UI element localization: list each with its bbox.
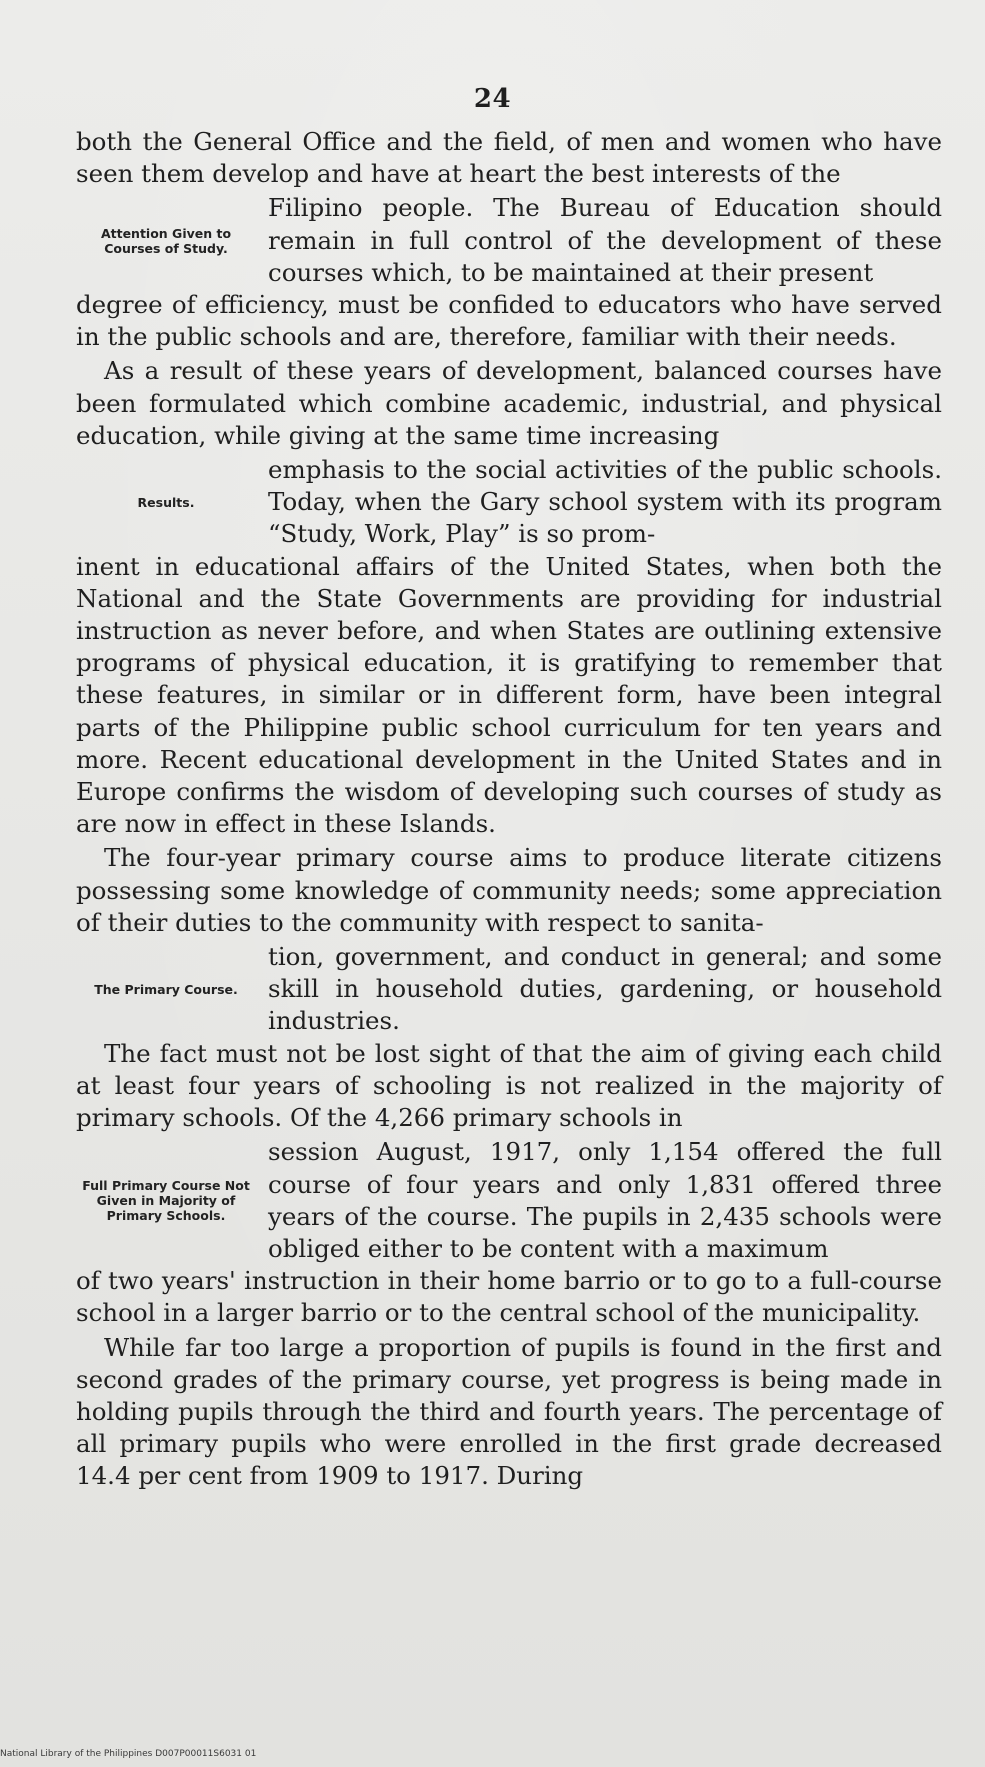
paragraph: The four-year primary course aims to produce literate citizens possessing some knowledge of community needs; some appreciation of their duties to the community with respect to sanita- (76, 843, 942, 937)
sidenote-row (76, 192, 942, 289)
paragraph-segment: Filipino people. The Bureau of Education should remain in full control of the development of these courses which, to be maintained at their present (268, 193, 942, 287)
paragraph: both the General Office and the field, of men and women who have seen them develop and have at heart the best interests of the (76, 127, 942, 189)
sidenote-row (76, 454, 942, 551)
paragraph-segment: degree of efficiency, must be confided to educators who have served in the public schools and are, therefore, familiar with their needs. (76, 290, 942, 352)
body-text (76, 126, 942, 1495)
paragraph: While far too large a proportion of pupils is found in the first and second grades of the primary course, yet progress is being made in holding pupils through the third and fourth years. The percentage of all primary pupils who were enrolled in the first grade decreased 14.4 per cent from 1909 to 1917. During (76, 1332, 942, 1491)
margin-note: Results. (137, 494, 195, 510)
scan-footer: National Library of the Philippines D007P00011S6031 01 (0, 1749, 257, 1759)
paragraph-segment: session August, 1917, only 1,154 offered the full course of four years and only 1,831 offered three years of the course. The pupils in 2,435 schools were obliged either to be content with a maximum (268, 1137, 942, 1263)
paragraph-segment: inent in educational affairs of the United States, when both the National and the State Governments are providing for industrial instruction as never before, and when States are outlining extensive programs of physical education, it is gratifying to remember that these features, in similar or in different form, have been integral parts of the Philippine public school curriculum for ten years and more. Recent educational development in the United States and in Europe confirms the wisdom of developing such courses of study as are now in effect in these Islands. (76, 551, 942, 839)
paragraph-segment: tion, government, and conduct in general; and some skill in household duties, gardening, or household industries. (268, 942, 942, 1036)
paragraph-segment: of two years' instruction in their home barrio or to go to a full-course school in a larger barrio or to the central school of the municipality. (76, 1266, 942, 1328)
paragraph: The fact must not be lost sight of that the aim of giving each child at least four years of schooling is not realized in the majority of primary schools. Of the 4,266 primary schools in (76, 1038, 942, 1133)
page-number: 24 (473, 84, 512, 114)
sidenote-row (76, 1136, 942, 1265)
sidenote-row (76, 941, 942, 1038)
margin-note: Full Primary Course Not Given in Majority of Primary Schools. (82, 1178, 250, 1224)
paragraph-segment: emphasis to the social activities of the public schools. Today, when the Gary school system with its program “Study, Work, Play” is so prom- (268, 455, 942, 549)
margin-note: The Primary Course. (94, 981, 238, 997)
paragraph: As a result of these years of development, balanced courses have been formulated which combine academic, industrial, and physical education, while giving at the same time increasing (76, 356, 942, 450)
margin-note: Attention Given to Courses of Study. (100, 225, 232, 256)
